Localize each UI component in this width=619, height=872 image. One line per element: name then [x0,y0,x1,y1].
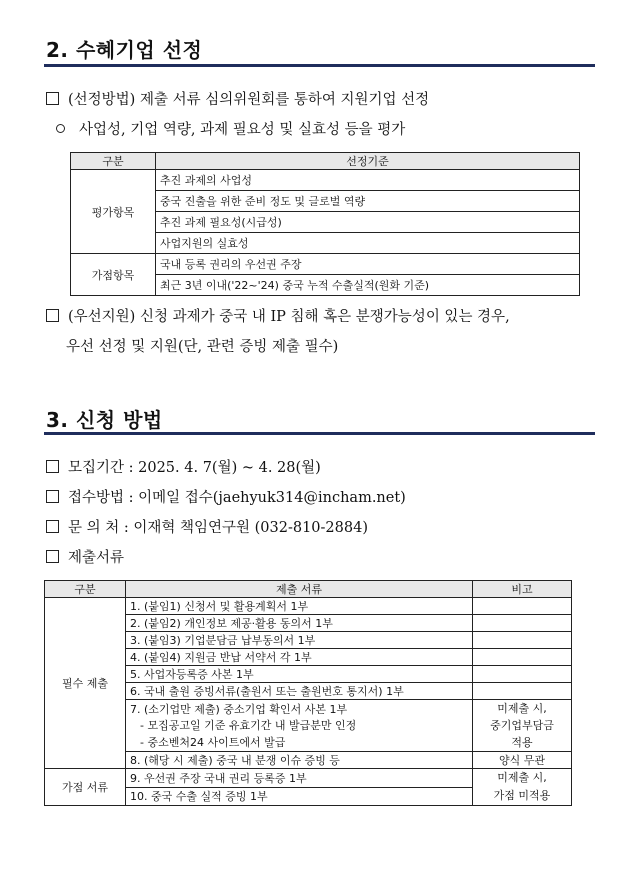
checkbox-bullet-icon [46,460,59,473]
evaluation-line [56,118,405,139]
contact-text: 문 의 처 : 이재혁 책임연구원 (032-810-2884) [68,520,368,536]
note-line: 미제출 시, [497,771,547,784]
doc-note [473,598,572,615]
section-2-rule [44,64,595,67]
priority-support-line-2: 우선 선정 및 지원(단, 관련 증빙 제출 필수) [66,339,339,355]
docs-header-note: 비고 [473,581,572,598]
doc-item: 3. (붙임3) 기업분담금 납부동의서 1부 [126,632,473,649]
note-line: 적용 [511,736,533,749]
doc-item: 4. (붙임4) 지원금 반납 서약서 각 1부 [126,649,473,666]
submission-docs-table [44,580,572,806]
criteria-header-category: 구분 [71,153,156,170]
docs-group-required: 필수 제출 [45,598,126,769]
doc-item: 10. 중국 수출 실적 증빙 1부 [126,787,473,806]
docs-header-documents: 제출 서류 [126,581,473,598]
evaluation-text: 사업성, 기업 역량, 과제 필요성 및 실효성 등을 평가 [79,122,406,138]
doc-item: 7. (소기업만 제출) 중소기업 확인서 사본 1부 [126,700,473,718]
docs-group-bonus: 가점 서류 [45,769,126,806]
priority-support-text: (우선지원) 신청 과제가 중국 내 IP 침해 혹은 분쟁가능성이 있는 경우, [68,309,510,325]
selection-method-line [46,88,429,109]
checkbox-bullet-icon [46,92,59,105]
checkbox-bullet-icon [46,520,59,533]
criteria-group-evaluation: 평가항목 [71,170,156,254]
doc-item: 1. (붙임1) 신청서 및 활용계획서 1부 [126,598,473,615]
doc-note-bonus [473,769,572,806]
doc-item: 5. 사업자등록증 사본 1부 [126,666,473,683]
doc-subitem: - 중소벤처24 사이트에서 발급 [126,734,473,752]
period-text: 모집기간 : 2025. 4. 7(월) ~ 4. 28(월) [68,460,321,476]
doc-note-form: 양식 무관 [473,752,572,769]
note-line: 미제출 시, [497,702,547,715]
criteria-item: 최근 3년 이내('22~'24) 중국 누적 수출실적(원화 기준) [156,275,580,296]
method-text: 접수방법 : 이메일 접수(jaehyuk314@incham.net) [68,490,406,506]
criteria-item: 국내 등록 권리의 우선권 주장 [156,254,580,275]
selection-criteria-table [70,152,580,296]
docs-header-category: 구분 [45,581,126,598]
criteria-group-bonus: 가점항목 [71,254,156,296]
doc-note [473,683,572,700]
doc-note [473,632,572,649]
note-line: 가점 미적용 [493,789,551,802]
checkbox-bullet-icon [46,490,59,503]
doc-item: 9. 우선권 주장 국내 권리 등록증 1부 [126,769,473,788]
docs-text: 제출서류 [68,550,125,566]
docs-line [46,546,124,567]
criteria-header-standard: 선정기준 [156,153,580,170]
priority-support-line [46,305,510,326]
contact-line [46,516,368,537]
circle-bullet-icon [56,124,65,133]
section-2-title: 2. 수혜기업 선정 [46,38,203,62]
criteria-item: 추진 과제의 사업성 [156,170,580,191]
period-line [46,456,321,477]
checkbox-bullet-icon [46,550,59,563]
method-line [46,486,406,507]
doc-note-sme [473,700,572,752]
criteria-item: 추진 과제 필요성(시급성) [156,212,580,233]
criteria-item: 사업지원의 실효성 [156,233,580,254]
criteria-item: 중국 진출을 위한 준비 정도 및 글로벌 역량 [156,191,580,212]
doc-item: 8. (해당 시 제출) 중국 내 분쟁 이슈 증빙 등 [126,752,473,769]
doc-subitem: - 모집공고일 기준 유효기간 내 발급분만 인정 [126,717,473,734]
selection-method-text: (선정방법) 제출 서류 심의위원회를 통하여 지원기업 선정 [68,92,430,108]
section-3-title: 3. 신청 방법 [46,408,163,432]
doc-note [473,615,572,632]
section-3-rule [44,432,595,435]
doc-note [473,666,572,683]
doc-item: 6. 국내 출원 증빙서류(출원서 또는 출원번호 통지서) 1부 [126,683,473,700]
doc-item: 2. (붙임2) 개인정보 제공·활용 동의서 1부 [126,615,473,632]
checkbox-bullet-icon [46,309,59,322]
doc-note [473,649,572,666]
note-line: 중기업부담금 [490,719,554,732]
